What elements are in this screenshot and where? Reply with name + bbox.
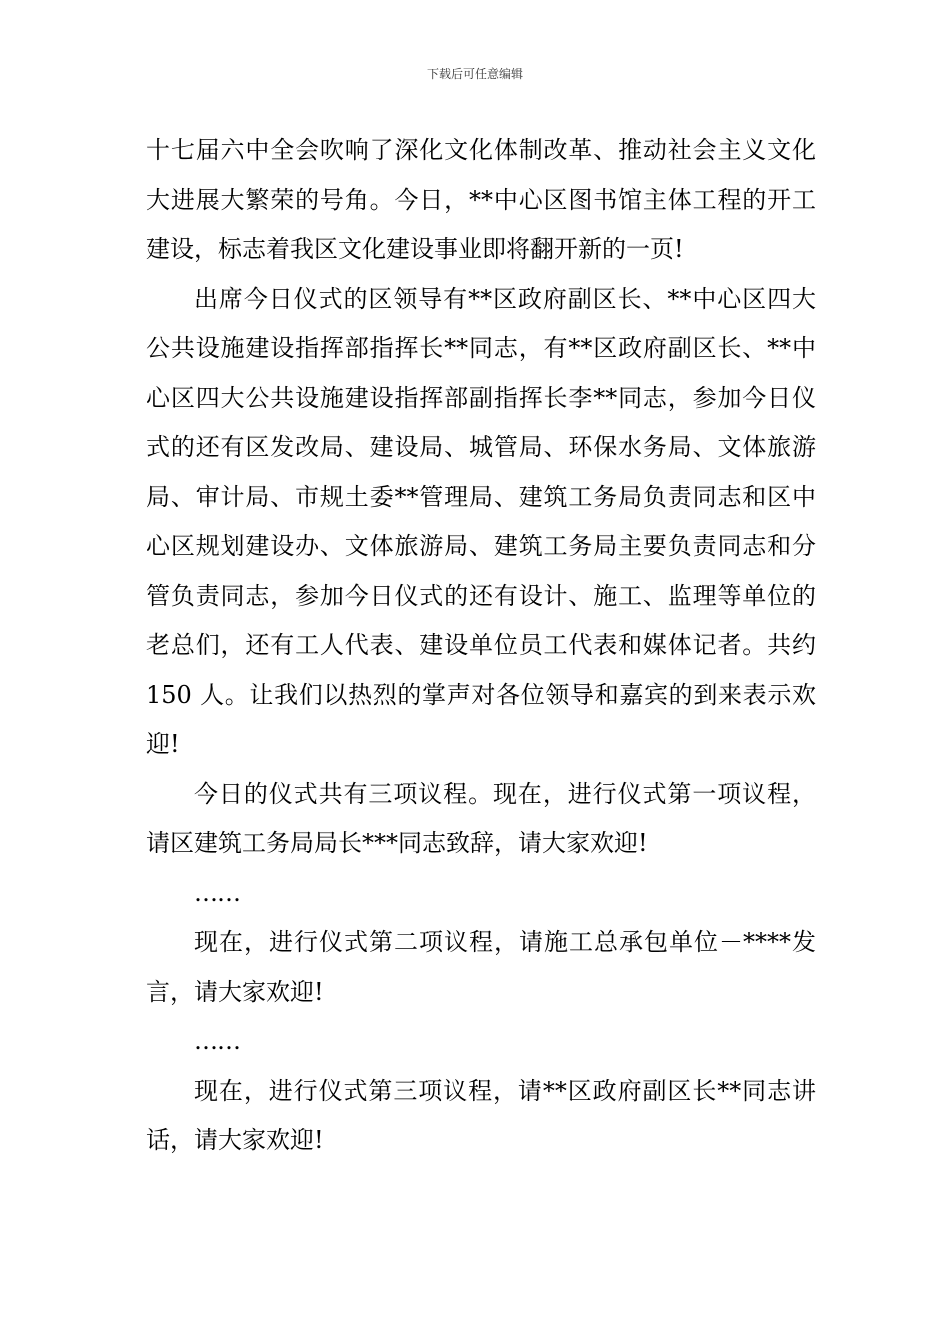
document-body — [146, 126, 816, 1166]
paragraph-opening: 十七届六中全会吹响了深化文化体制改革、推动社会主义文化大进展大繁荣的号角。今日，**中心区图书馆主体工程的开工建设，标志着我区文化建设事业即将翻开新的一页! — [146, 136, 816, 263]
paragraph-attendees: 出席今日仪式的区领导有**区政府副区长、**中心区四大公共设施建设指挥部指挥长**同志，有**区政府副区长、**中心区四大公共设施建设指挥部副指挥长李**同志，参加今日仪式的还有区发改局、建设局、城管局、环保水务局、文体旅游局、审计局、市规土委**管理局、建筑工务局负责同志和区中心区规划建设办、文体旅游局、建筑工务局主要负责同志和分管负责同志，参加今日仪式的还有设计、施工、监理等单位的老总们，还有工人代表、建设单位员工代表和媒体记者。共约 150 人。让我们以热烈的掌声对各位领导和嘉宾的到来表示欢迎! — [146, 284, 816, 758]
ellipsis-1: …… — [194, 878, 240, 907]
paragraph-agenda-third: 现在，进行仪式第三项议程，请**区政府副区长**同志讲话，请大家欢迎! — [146, 1076, 816, 1154]
ellipsis-2: …… — [194, 1027, 240, 1055]
paragraph-agenda-first: 今日的仪式共有三项议程。现在，进行仪式第一项议程，请区建筑工务局局长***同志致辞，请大家欢迎! — [146, 779, 816, 857]
page-header-note: 下载后可任意编辑 — [426, 67, 523, 81]
paragraph-agenda-second: 现在，进行仪式第二项议程，请施工总承包单位－****发言，请大家欢迎! — [146, 928, 816, 1006]
